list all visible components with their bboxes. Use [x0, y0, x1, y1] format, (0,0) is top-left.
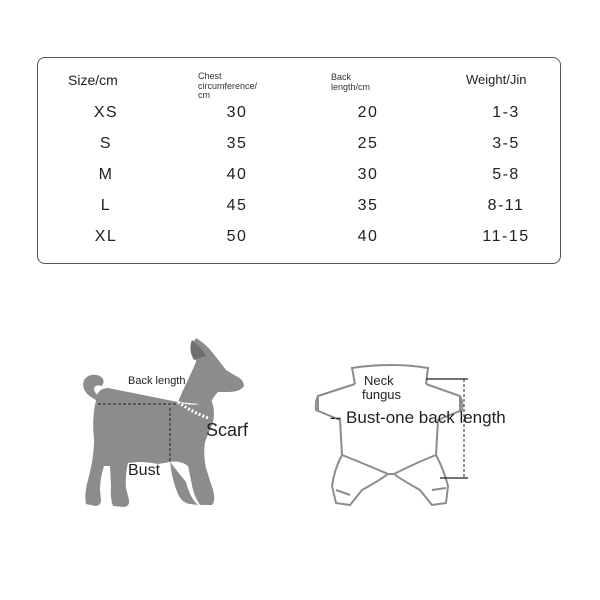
- row-s-chest: 35: [226, 135, 248, 152]
- header-size: Size/cm: [68, 72, 118, 88]
- header-weight: Weight/Jin: [466, 72, 527, 87]
- row-xs-weight: 1-3: [492, 104, 520, 121]
- row-s-back: 25: [357, 135, 379, 152]
- header-chest: Chest circumference/ cm: [198, 71, 258, 100]
- header-back-length: Back length/cm: [331, 72, 371, 92]
- row-xs-chest: 30: [226, 104, 248, 121]
- garment-bust-back-length-label: -- Bust-one back length: [330, 408, 506, 427]
- row-l-size: L: [100, 197, 112, 214]
- row-s-weight: 3-5: [492, 135, 520, 152]
- row-xs-back: 20: [357, 104, 379, 121]
- garment-neck-label: Neck fungus: [362, 373, 402, 402]
- row-s-size: S: [99, 135, 113, 152]
- dog-back-length-label: Back length: [128, 375, 186, 387]
- row-m-weight: 5-8: [492, 166, 520, 183]
- row-l-weight: 8-11: [487, 197, 525, 214]
- row-xl-size: XL: [94, 228, 118, 245]
- dog-scarf-label: Scarf: [206, 420, 249, 440]
- row-l-chest: 45: [226, 197, 248, 214]
- row-m-back: 30: [357, 166, 379, 183]
- row-xl-back: 40: [357, 228, 379, 245]
- row-xl-chest: 50: [226, 228, 248, 245]
- row-xl-weight: 11-15: [482, 228, 530, 245]
- row-m-size: M: [98, 166, 114, 183]
- row-xs-size: XS: [93, 104, 119, 121]
- row-l-back: 35: [357, 197, 379, 214]
- dog-bust-label: Bust: [128, 462, 161, 479]
- row-m-chest: 40: [226, 166, 248, 183]
